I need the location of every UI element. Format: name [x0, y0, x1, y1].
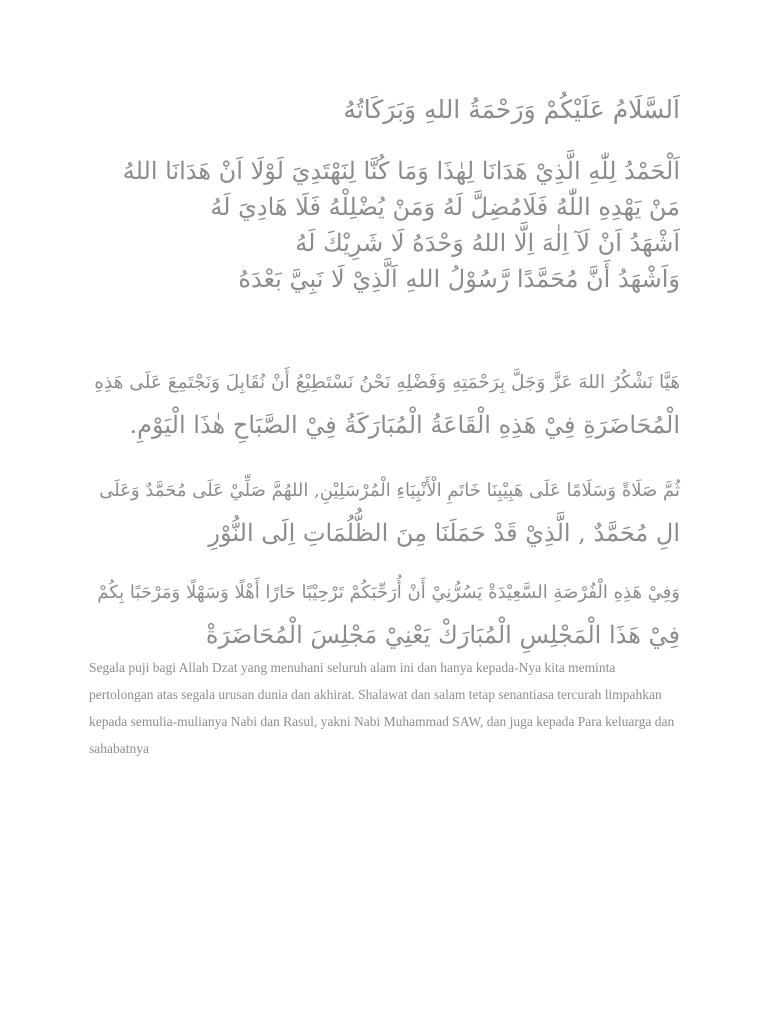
salawat-line-1: ثُمَّ صَلَاةً وَسَلَامًا عَلَى هَبِيْبِنَا خَاتَمِ الْأَنْبِيَاءِ الْمُرْسَلِيْنِ, اللهُمَّ صَلِّيْ عَلَى مُحَمَّدٌ وَعَلَى: [99, 480, 680, 501]
greeting-line: اَلسَّلَامُ عَلَيْكُمْ وَرَحْمَةُ اللهِ وَبَرَكَاتُهُ: [343, 95, 680, 124]
gratitude-line-2: الْمُحَاضَرَةِ فِيْ هَذِهِ الْقَاعَةُ الْمُبَارَكَةُ فِيْ الصَّبَاحِ هٰذَا الْيَوْمِ.: [129, 411, 680, 439]
arabic-gratitude-paragraph: [94, 362, 680, 446]
welcome-line-2: فِيْ هَذَا الْمَجْلِسِ الْمُبَارَكْ يَعْنِيْ مَجْلِسَ الْمُحَاضَرَةْ: [205, 621, 680, 649]
arabic-greeting: [343, 92, 680, 128]
welcome-line-1: وَفِيْ هَذِهِ الْفُرْصَةِ السَّعِيْدَةْ يَسُرُّنِيْ أَنْ أُرَحِّبَكُمْ تَرْحِيْبًا حَارًا أَهْلًا وَسَهْلًا وَمَرْحَبًا بِكُمْ: [97, 582, 680, 603]
salawat-line-2: الِ مُحَمَّدٌ , الَّذِيْ قَدْ حَمَلَنَا مِنَ الظُّلُمَاتِ اِلَى النُّوْرِ: [208, 519, 680, 547]
arabic-opening-praise: [123, 153, 680, 297]
arabic-welcome-paragraph: [97, 572, 680, 656]
arabic-salawat-paragraph: [99, 470, 680, 554]
indonesian-translation-paragraph: Segala puji bagi Allah Dzat yang menuhani seluruh alam ini dan hanya kepada-Nya kita meminta pertolongan atas segala urusan dunia dan akhirat. Shalawat dan salam tetap senantiasa tercurah limpahkan kepada semulia-mulianya Nabi dan Rasul, yakni Nabi Muhammad SAW, dan juga kepada Para keluarga dan sahabatnya: [89, 660, 675, 756]
praise-line-4: وَاَشْهَدُ أَنَّ مُحَمَّدًا رَّسُوْلُ اللهِ اَلَّذِيْ لَا نَبِيَّ بَعْدَهُ: [238, 265, 680, 293]
praise-line-1: اَلْحَمْدُ لِلّٰهِ الَّذِيْ هَدَانَا لِهٰذَا وَمَا كُنَّا لِنَهْتَدِيَ لَوْلَا اَنْ هَدَانَا اللهُ: [122, 157, 680, 185]
praise-line-2: مَنْ يَهْدِهِ اللّٰهُ فَلَامُضِلَّ لَهُ وَمَنْ يُضْلِلْهُ فَلَا هَادِيَ لَهُ: [210, 193, 680, 221]
gratitude-line-1: هَيَّا نَشْكُرُ اللهَ عَزَّ وَجَلَّ بِرَحْمَتِهِ وَفَضْلِهِ نَحْنُ نَسْتَطِيْعُ أَنْ نُقَابِلَ وَنَجْتَمِعَ عَلَى هَذِهِ: [94, 372, 680, 393]
praise-line-3: اَشْهَدُ اَنْ لَآ اِلٰهَ اِلَّا اللهُ وَحْدَهُ لَا شَرِيْكَ لَهُ: [295, 229, 680, 257]
